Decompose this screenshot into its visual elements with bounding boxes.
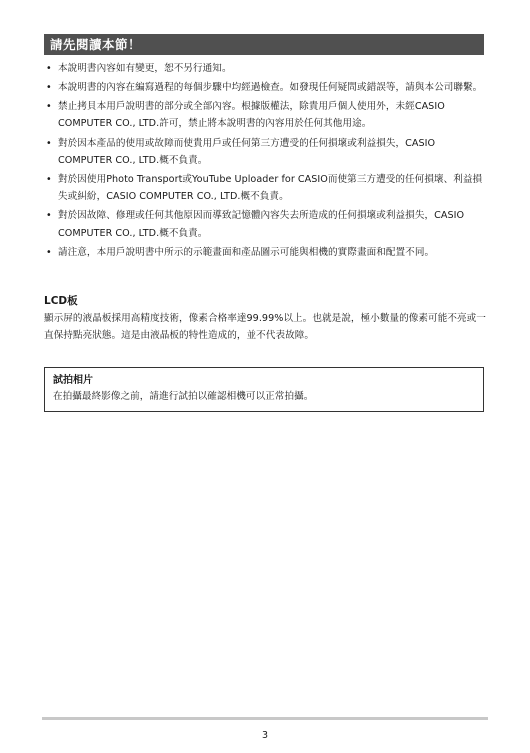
bullet: • bbox=[46, 137, 52, 149]
test-shot-box bbox=[44, 367, 484, 412]
notice-text: 請注意，本用戶說明書中所示的示範畫面和產品圖示可能與相機的實際畫面和配置不同。 bbox=[58, 246, 435, 258]
notice-item bbox=[44, 60, 488, 77]
notice-item bbox=[44, 135, 488, 170]
bullet: • bbox=[46, 210, 52, 222]
lcd-section-title: LCD板 bbox=[44, 295, 78, 307]
bullet: • bbox=[46, 63, 52, 74]
notice-text: 對於因本產品的使用或故障而使貴用戶或任何第三方遭受的任何損壞或利益損失，CASIO COMPUTER CO., LTD.概不負責。 bbox=[58, 137, 436, 166]
section-header bbox=[44, 34, 484, 55]
bullet: • bbox=[46, 101, 52, 113]
section-header-title: 請先閱讀本節！ bbox=[50, 37, 142, 52]
bullet: • bbox=[46, 82, 52, 94]
notice-text: 對於因使用Photo Transport或YouTube Uploader for CASIO而使第三方遭受的任何損壞、利益損失或糾紛，CASIO COMPUTER CO., LTD.概不負責。 bbox=[58, 173, 483, 203]
lcd-section-body: 顯示屏的液晶板採用高精度技術，像素合格率達99.99%以上。也就是說，極小數量的像素可能不亮或一直保持點亮狀態。這是由液晶板的特性造成的，並不代表故障。 bbox=[44, 313, 486, 342]
notice-list bbox=[44, 60, 488, 263]
notice-text: 對於因故障、修理或任何其他原因而導致記憶體內容失去所造成的任何損壞或利益損失，CASIO COMPUTER CO., LTD.概不負責。 bbox=[58, 210, 465, 239]
bullet: • bbox=[46, 173, 52, 185]
test-shot-body: 在拍攝最終影像之前，請進行試拍以確認相機可以正常拍攝。 bbox=[53, 391, 314, 402]
notice-item bbox=[44, 171, 488, 206]
footer-divider bbox=[42, 717, 488, 720]
test-shot-title: 試拍相片 bbox=[53, 375, 93, 386]
notice-text: 本說明書的內容在編寫過程的每個步驟中均經過檢查。如發現任何疑問或錯誤等，請與本公司聯繫。 bbox=[58, 82, 483, 94]
notice-item bbox=[44, 79, 488, 96]
notice-text: 本說明書內容如有變更，恕不另行通知。 bbox=[58, 63, 232, 74]
bullet: • bbox=[46, 246, 52, 258]
notice-item bbox=[44, 98, 488, 133]
page-number: 3 bbox=[261, 730, 269, 741]
notice-text: 禁止拷貝本用戶說明書的部分或全部內容。根據版權法，除貴用戶個人使用外，未經CASIO COMPUTER CO., LTD.許可，禁止將本說明書的內容用於任何其他用途。 bbox=[58, 101, 445, 130]
notice-item bbox=[44, 244, 488, 261]
notice-item bbox=[44, 207, 488, 242]
